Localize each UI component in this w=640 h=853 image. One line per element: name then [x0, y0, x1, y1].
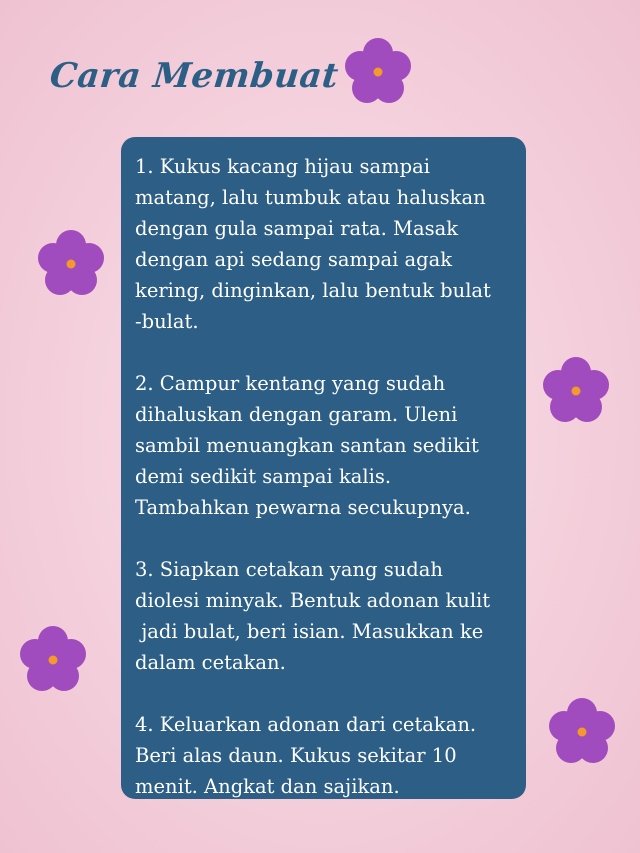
step-3: [135, 554, 512, 678]
flower-icon: [534, 349, 618, 433]
step-line: sambil menuangkan santan sedikit: [135, 434, 479, 457]
step-line: demi sedikit sampai kalis.: [135, 465, 392, 488]
step-line: -bulat.: [135, 310, 199, 333]
flower-icon: [11, 618, 95, 702]
step-4: [135, 709, 512, 802]
steps-card: [121, 137, 526, 799]
step-line: 1. Kukus kacang hijau sampai: [135, 155, 431, 178]
step-line: 3. Siapkan cetakan yang sudah: [135, 558, 443, 581]
step-line: menit. Angkat dan sajikan.: [135, 775, 400, 798]
step-line: jadi bulat, beri isian. Masukkan ke: [135, 620, 484, 643]
step-2: [135, 368, 512, 523]
step-line: Beri alas daun. Kukus sekitar 10: [135, 744, 457, 767]
step-line: Tambahkan pewarna secukupnya.: [135, 496, 471, 519]
flower-icon: [540, 690, 624, 774]
step-line: 4. Keluarkan adonan dari cetakan.: [135, 713, 477, 736]
step-line: dengan gula sampai rata. Masak: [135, 217, 459, 240]
title: Cara Membuat: [47, 56, 341, 96]
step-line: dalam cetakan.: [135, 651, 286, 674]
step-line: diolesi minyak. Bentuk adonan kulit: [135, 589, 491, 612]
step-line: 2. Campur kentang yang sudah: [135, 372, 446, 395]
step-line: dihaluskan dengan garam. Uleni: [135, 403, 458, 426]
step-line: kering, dinginkan, lalu bentuk bulat: [135, 279, 491, 302]
flower-icon: [29, 222, 113, 306]
step-line: dengan api sedang sampai agak: [135, 248, 453, 271]
step-1: [135, 151, 512, 337]
step-line: matang, lalu tumbuk atau haluskan: [135, 186, 486, 209]
flower-icon: [336, 30, 420, 114]
